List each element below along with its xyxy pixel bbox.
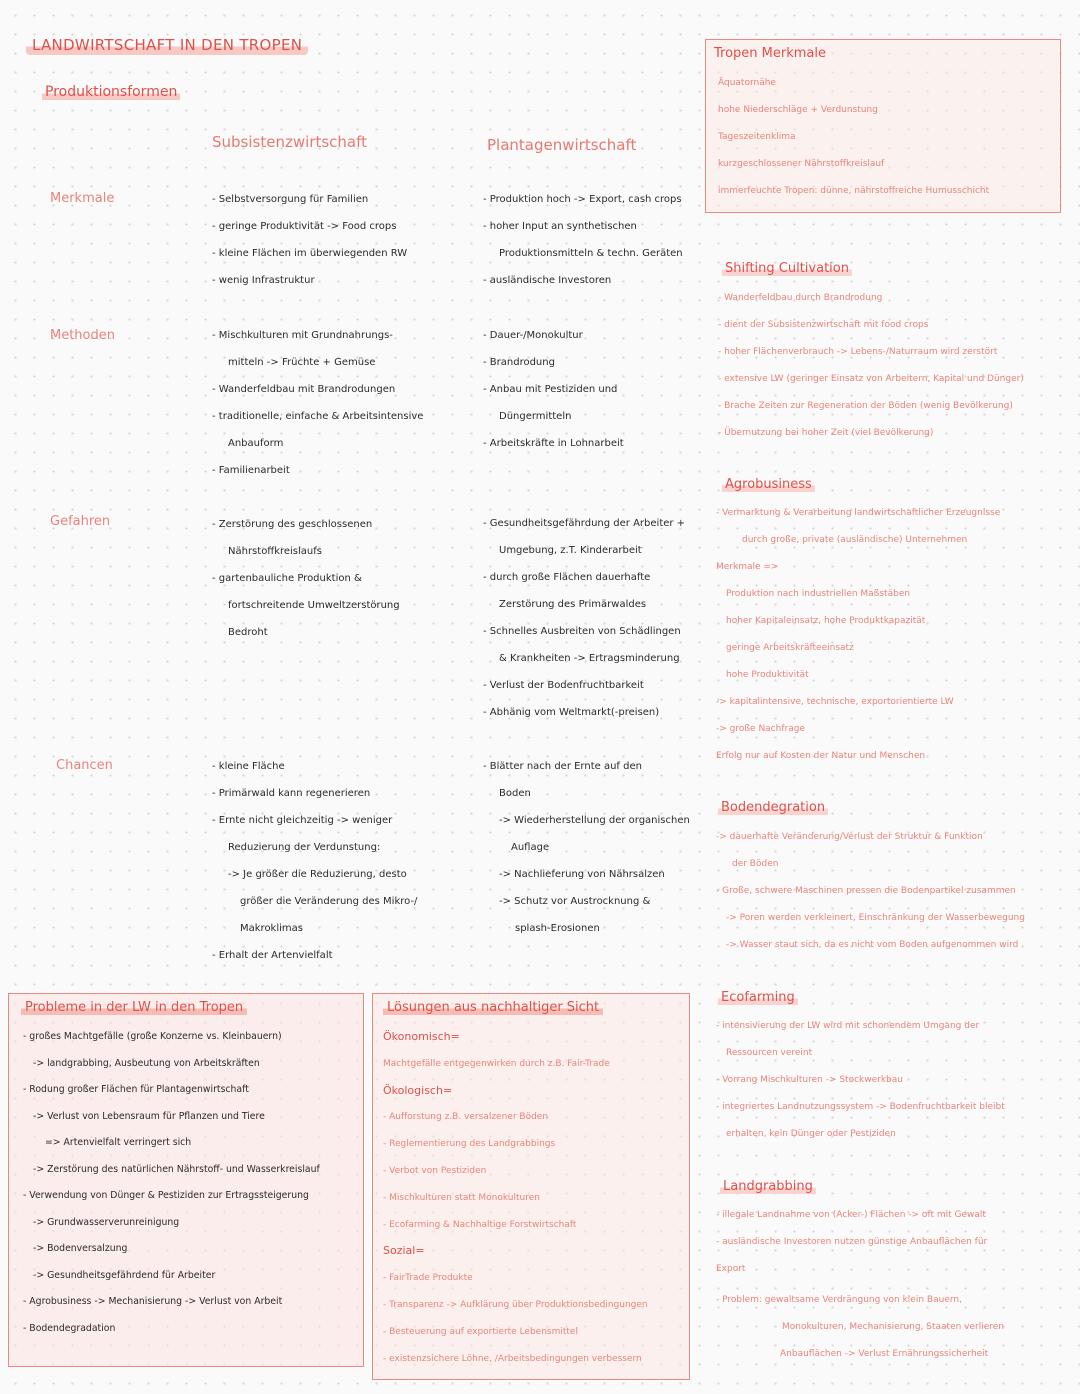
list-item: Bedroht xyxy=(228,627,268,638)
list-item: - Mischkulturen statt Monokulturen xyxy=(383,1192,540,1203)
list-item: - Blätter nach der Ernte auf den xyxy=(483,761,642,772)
list-item: Auflage xyxy=(511,842,550,853)
list-item: - Primärwald kann regenerieren xyxy=(212,788,371,799)
list-item: Reduzierung der Verdunstung: xyxy=(228,842,381,853)
list-item: - Verlust der Bodenfruchtbarkeit xyxy=(483,680,644,691)
list-item: - Bodendegradation xyxy=(23,1322,116,1334)
list-item: - kleine Flächen im überwiegenden RW xyxy=(212,248,408,259)
list-item: -> Grundwasserverunreinigung xyxy=(33,1216,180,1228)
agrobusiness-list xyxy=(716,500,1000,770)
section-subtitle: Produktionsformen xyxy=(42,84,180,100)
list-item: - Zerstörung des geschlossenen xyxy=(212,519,373,530)
subsistenz-merkmale-list xyxy=(212,186,407,294)
ecofarming-list xyxy=(716,1013,1005,1148)
list-item: -> landgrabbing, Ausbeutung von Arbeitskräften xyxy=(33,1057,260,1069)
list-item: - Selbstversorgung für Familien xyxy=(212,194,369,205)
tropen-merkmale-box xyxy=(705,39,1061,213)
list-item: - extensive LW (geringer Einsatz von Arbeitern, Kapital und Dünger) xyxy=(718,374,1024,384)
list-item: - Agrobusiness -> Mechanisierung -> Verlust von Arbeit xyxy=(23,1296,283,1307)
list-item: - Dauer-/Monokultur xyxy=(483,330,583,341)
row-label-merkmale: Merkmale xyxy=(50,191,115,206)
tropen-merkmale-title: Tropen Merkmale xyxy=(714,46,826,61)
loesungen-title: Lösungen aus nachhaltiger Sicht xyxy=(383,1000,603,1015)
list-item: -> Verlust von Lebensraum für Pflanzen und Tiere xyxy=(33,1110,265,1122)
list-item: - Übernutzung bei hoher Zeit (viel Bevölkerung) xyxy=(718,428,934,438)
list-item: - dient der Subsistenzwirtschaft mit food crops xyxy=(718,320,929,330)
page-title: LANDWIRTSCHAFT IN DEN TROPEN xyxy=(26,36,308,55)
list-item: - intensivierung der LW wird mit schonendem Umgang der xyxy=(716,1021,980,1031)
list-item: -> Nachlieferung von Nährsalzen xyxy=(499,869,665,880)
probleme-title: Probleme in der LW in den Tropen xyxy=(21,1000,247,1015)
loesungen-list xyxy=(383,1024,648,1372)
list-item: Tageszeitenklima xyxy=(718,132,796,142)
shifting-cultivation-list xyxy=(718,285,1024,447)
list-item: => Artenvielfalt verringert sich xyxy=(45,1137,192,1148)
list-item: Anbauflächen -> Verlust Ernährungssicherheit xyxy=(780,1349,989,1359)
list-item: -> Je größer die Reduzierung, desto xyxy=(228,869,407,880)
list-item: der Böden xyxy=(732,859,779,869)
list-item: - Arbeitskräfte in Lohnarbeit xyxy=(483,438,624,449)
list-item: - Produktion hoch -> Export, cash crops xyxy=(483,194,682,205)
list-item: Düngermitteln xyxy=(499,411,572,422)
list-item: - Verbot von Pestiziden xyxy=(383,1165,487,1176)
column-header-plantagen: Plantagenwirtschaft xyxy=(487,136,637,154)
plantagen-chancen-list xyxy=(483,753,690,942)
list-item: hoher Kapitaleinsatz, hohe Produktkapazität xyxy=(726,616,926,626)
list-item: - FairTrade Produkte xyxy=(383,1273,473,1284)
list-item: - durch große Flächen dauerhafte xyxy=(483,572,651,583)
list-item: - Brache Zeiten zur Regeneration der Böden (wenig Bevölkerung) xyxy=(718,401,1013,411)
list-item: - Aufforstung z.B. versalzener Böden xyxy=(383,1112,549,1123)
list-item: - Ernte nicht gleichzeitig -> weniger xyxy=(212,815,393,826)
list-item: - Brandrodung xyxy=(483,357,555,368)
list-item: - hoher Flächenverbrauch -> Lebens-/Naturraum wird zerstört xyxy=(718,347,998,357)
list-item: Produktionsmitteln & techn. Geräten xyxy=(499,248,683,259)
list-item: - ausländische Investoren xyxy=(483,275,612,286)
probleme-box xyxy=(8,993,364,1367)
list-item: Boden xyxy=(499,788,531,799)
row-label-methoden: Methoden xyxy=(50,328,115,343)
list-item: Anbauform xyxy=(228,438,284,449)
list-item: hohe Produktivität xyxy=(726,670,809,680)
list-item: Export xyxy=(716,1264,746,1274)
list-item: - hoher Input an synthetischen xyxy=(483,221,637,232)
list-item: - großes Machtgefälle (große Konzerne vs. Kleinbauern) xyxy=(23,1031,282,1042)
ecofarming-title: Ecofarming xyxy=(718,990,798,1005)
list-item: - integriertes Landnutzungssystem -> Bodenfruchtbarkeit bleibt xyxy=(716,1102,1005,1112)
list-item: - Große, schwere Maschinen pressen die Bodenpartikel zusammen xyxy=(716,886,1016,896)
list-item: - Verwendung von Dünger & Pestiziden zur Ertragssteigerung xyxy=(23,1190,309,1201)
loesungen-oekonomisch-heading: Ökonomisch= xyxy=(383,1030,460,1043)
list-item: -> Poren werden verkleinert, Einschränkung der Wasserbewegung xyxy=(726,913,1025,923)
list-item: geringe Arbeitskräfteeinsatz xyxy=(726,643,854,653)
list-item: - Schnelles Ausbreiten von Schädlingen xyxy=(483,626,681,637)
list-item: Nährstoffkreislaufs xyxy=(228,546,322,557)
list-item: - gartenbauliche Produktion & xyxy=(212,573,362,584)
list-item: Monokulturen, Mechanisierung, Staaten verlieren xyxy=(782,1322,1005,1332)
plantagen-merkmale-list xyxy=(483,186,683,294)
list-item: - Transparenz -> Aufklärung über Produktionsbedingungen xyxy=(383,1299,648,1310)
row-label-gefahren: Gefahren xyxy=(50,514,111,529)
plantagen-gefahren-list xyxy=(483,510,685,726)
list-item: durch große, private (ausländische) Unternehmen xyxy=(742,535,968,545)
list-item: immerfeuchte Tropen: dünne, nährstoffreiche Humusschicht xyxy=(718,186,990,196)
list-item: -> Wiederherstellung der organischen xyxy=(499,815,690,826)
list-item: Machtgefälle entgegenwirken durch z.B. Fair-Trade xyxy=(383,1058,610,1069)
list-item: - traditionelle, einfache & Arbeitsintensive xyxy=(212,411,424,422)
bodendegration-list xyxy=(716,824,1025,959)
list-item: - wenig Infrastruktur xyxy=(212,275,315,286)
list-item: -> große Nachfrage xyxy=(716,724,805,734)
list-item: - Problem: gewaltsame Verdrängung von klein Bauern, xyxy=(716,1295,962,1305)
list-item: - Vorrang Mischkulturen -> Stockwerkbau xyxy=(716,1075,903,1085)
list-item: Ressourcen vereint xyxy=(726,1048,813,1058)
list-item: - Wanderfeldbau durch Brandrodung xyxy=(718,293,883,303)
list-item: Makroklimas xyxy=(240,923,303,934)
list-item: hohe Niederschläge + Verdunstung xyxy=(718,105,878,115)
list-item: Merkmale => xyxy=(716,562,779,572)
list-item: - geringe Produktivität -> Food crops xyxy=(212,221,397,232)
list-item: -> Wasser staut sich, da es nicht vom Boden aufgenommen wird xyxy=(726,940,1019,950)
list-item: -> dauerhafte Veränderung/Verlust der Struktur & Funktion xyxy=(716,832,983,842)
list-item: - illegale Landnahme von (Acker-) Flächen -> oft mit Gewalt xyxy=(716,1210,986,1220)
list-item: -> Schutz vor Austrocknung & xyxy=(499,896,651,907)
list-item: - Abhänig vom Weltmarkt(-preisen) xyxy=(483,707,660,718)
tropen-merkmale-list xyxy=(718,70,989,205)
shifting-cultivation-title: Shifting Cultivation xyxy=(722,261,852,276)
list-item: - Anbau mit Pestiziden und xyxy=(483,384,618,395)
list-item: Erfolg nur auf Kosten der Natur und Menschen xyxy=(716,751,926,761)
list-item: - Reglementierung des Landgrabbings xyxy=(383,1139,556,1150)
list-item: & Krankheiten -> Ertragsminderung xyxy=(499,653,680,664)
list-item: -> kapitalintensive, technische, exportorientierte LW xyxy=(716,697,954,707)
landgrabbing-list xyxy=(716,1202,1004,1368)
list-item: Produktion nach industriellen Maßstäben xyxy=(726,589,911,599)
probleme-list xyxy=(23,1024,320,1342)
list-item: - ausländische Investoren nutzen günstige Anbauflächen für xyxy=(716,1237,988,1247)
list-item: - Mischkulturen mit Grundnahrungs- xyxy=(212,330,393,341)
agrobusiness-title: Agrobusiness xyxy=(722,477,815,492)
list-item: Umgebung, z.T. Kinderarbeit xyxy=(499,545,642,556)
list-item: - Ecofarming & Nachhaltige Forstwirtschaft xyxy=(383,1219,577,1230)
list-item: - Besteuerung auf exportierte Lebensmittel xyxy=(383,1326,578,1337)
subsistenz-chancen-list xyxy=(212,753,417,969)
subsistenz-gefahren-list xyxy=(212,511,400,646)
list-item: -> Gesundheitsgefährdend für Arbeiter xyxy=(33,1269,216,1281)
list-item: - Erhalt der Artenvielfalt xyxy=(212,950,333,961)
list-item: - Vermarktung & Verarbeitung landwirtschaftlicher Erzeugnisse xyxy=(716,508,1001,518)
list-item: erhalten, kein Dünger oder Pestiziden xyxy=(726,1129,896,1139)
landgrabbing-title: Landgrabbing xyxy=(720,1179,816,1194)
loesungen-box xyxy=(372,993,690,1380)
list-item: größer die Veränderung des Mikro-/ xyxy=(240,896,418,907)
loesungen-oekologisch-heading: Ökologisch= xyxy=(383,1083,453,1097)
list-item: fortschreitende Umweltzerstörung xyxy=(228,600,400,611)
list-item: -> Bodenversalzung xyxy=(33,1243,128,1254)
plantagen-methoden-list xyxy=(483,322,624,457)
list-item: - Rodung großer Flächen für Plantagenwirtschaft xyxy=(23,1084,249,1095)
bodendegration-title: Bodendegration xyxy=(718,800,828,815)
list-item: - existenzsichere Löhne, /Arbeitsbedingungen verbessern xyxy=(383,1353,642,1364)
loesungen-sozial-heading: Sozial= xyxy=(383,1244,425,1258)
list-item: - Wanderfeldbau mit Brandrodungen xyxy=(212,384,396,395)
list-item: -> Zerstörung des natürlichen Nährstoff- und Wasserkreislauf xyxy=(33,1163,320,1175)
list-item: - kleine Fläche xyxy=(212,761,285,772)
list-item: Zerstörung des Primärwaldes xyxy=(499,599,647,610)
list-item: - Gesundheitsgefährdung der Arbeiter + xyxy=(483,518,686,529)
list-item: Äquatornähe xyxy=(718,78,776,88)
list-item: - Familienarbeit xyxy=(212,465,290,476)
list-item: mitteln -> Früchte + Gemüse xyxy=(228,357,376,368)
subsistenz-methoden-list xyxy=(212,322,423,484)
row-label-chancen: Chancen xyxy=(56,758,113,773)
list-item: kurzgeschlossener Nährstoffkreislauf xyxy=(718,159,885,169)
list-item: splash-Erosionen xyxy=(515,923,600,934)
column-header-subsistenz: Subsistenzwirtschaft xyxy=(212,133,367,151)
